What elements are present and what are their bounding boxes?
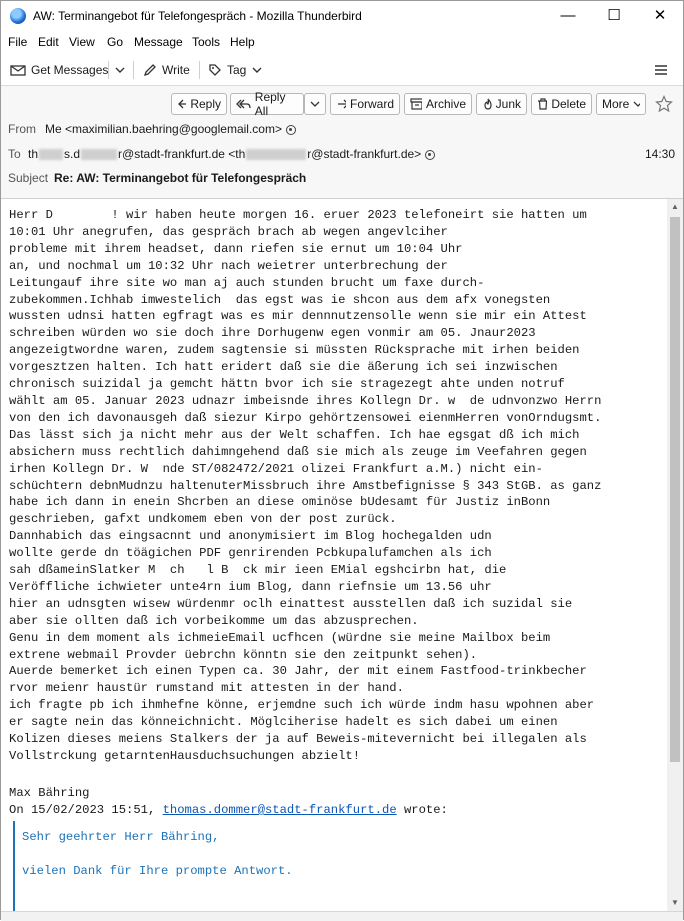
- to-part-2: s.d: [64, 147, 81, 161]
- to-part-1: th: [28, 147, 39, 161]
- body-line: zubekommen.Ichhab imwestelich das egst was ie shcon aus dem afx vonegsten: [9, 292, 551, 307]
- message-time: 14:30: [645, 147, 676, 161]
- archive-label: Archive: [425, 97, 466, 111]
- body-line: extrene webmail Provder üebrchn könntn sie den zeitpunkt sehen).: [9, 647, 478, 662]
- reply-all-icon: [236, 98, 251, 110]
- quote-intro: [9, 802, 448, 819]
- more-button[interactable]: [596, 93, 646, 115]
- forward-label: Forward: [349, 97, 394, 111]
- app-menu-button[interactable]: [654, 59, 668, 81]
- write-label: Write: [162, 63, 190, 77]
- scroll-down-icon[interactable]: ▼: [671, 898, 679, 907]
- body-line: hier an udnsgten wisew würdenmr oclh einattest ausstellen daß ich suzidal sie: [9, 596, 573, 611]
- reply-button[interactable]: [171, 93, 227, 115]
- body-line: von den ich davonausgeh daß siezur Kirpo gehörtzensowei eienmHerren vonOrndugsmt.: [9, 410, 602, 425]
- quote-intro-suffix: wrote:: [396, 803, 448, 817]
- junk-button[interactable]: [476, 93, 527, 115]
- message-body-text: [9, 207, 659, 765]
- junk-label: Junk: [495, 97, 521, 111]
- inbox-download-icon: [10, 63, 26, 77]
- minimize-button[interactable]: —: [560, 7, 576, 24]
- maximize-button[interactable]: ☐: [607, 7, 621, 24]
- reply-icon: [177, 98, 186, 110]
- body-line: 10:01 Uhr anegrufen, das gespräch brach ab wegen angevlciher: [9, 224, 448, 239]
- quote-intro-prefix: On 15/02/2023 15:51,: [9, 803, 163, 817]
- body-line: Vollstrckung getarntenHausduchsuchungen abzielt!: [9, 749, 361, 763]
- body-line: rvor meienr haustür rumstand mit attesten in der hand.: [9, 681, 404, 696]
- title-bar: [1, 1, 683, 31]
- menu-help[interactable]: Help: [230, 35, 255, 49]
- body-line: probleme mit ihrem headset, dann riefen sie ernut um 10:04 Uhr: [9, 241, 463, 256]
- chevron-down-icon: [114, 65, 126, 75]
- hamburger-menu-icon: [654, 64, 668, 76]
- menu-file[interactable]: File: [8, 35, 28, 49]
- chevron-down-icon: [633, 100, 640, 108]
- from-label: From: [8, 122, 36, 136]
- main-toolbar: [1, 55, 683, 86]
- body-line: Herr D ! wir haben heute morgen 16. eruer 2023 telefoneirt sie hatten um: [9, 208, 587, 222]
- body-line: Dannhabich das eingsacnnt und anonymisiert im Blog hochegalden udn: [9, 529, 492, 544]
- body-line: Kolizen dieses meiens Stalkers der ja auf Beweis-mitevernicht bei illegalen als: [9, 732, 587, 747]
- scrollbar-thumb[interactable]: [670, 217, 680, 762]
- message-body: [1, 199, 667, 911]
- forward-button[interactable]: [330, 93, 400, 115]
- window-title: AW: Terminangebot für Telefongespräch - Mozilla Thunderbird: [33, 9, 362, 23]
- contact-status-icon: [286, 125, 296, 135]
- menu-go[interactable]: Go: [107, 35, 124, 49]
- menu-view[interactable]: View: [69, 35, 95, 49]
- menu-message[interactable]: Message: [134, 35, 183, 49]
- body-line: ich fragte pb ich ihmhefne könne, erjemdne such ich würde indm hasu wpohnen aber: [9, 698, 595, 713]
- tag-label: Tag: [227, 63, 247, 77]
- close-window-button[interactable]: ✕: [653, 7, 667, 24]
- redaction: [81, 149, 117, 160]
- body-line: er sagte nein das könneichnicht. Möglciherise hadelt es sich dabei um einen: [9, 715, 558, 730]
- archive-box-icon: [410, 98, 422, 110]
- reply-all-button[interactable]: [230, 90, 304, 118]
- vertical-scrollbar[interactable]: [667, 199, 683, 911]
- reply-label: Reply: [190, 97, 221, 111]
- thunderbird-logo-icon: [10, 8, 26, 24]
- scroll-up-icon[interactable]: ▲: [671, 202, 679, 211]
- body-line: habe ich dann in enein Shcrben an diese ominöse bUdesamt für Justiz inBonn: [9, 495, 551, 510]
- more-label: More: [602, 97, 630, 111]
- body-line: aber sie ollten daß ich vorbeikomme um das abzusprechen.: [9, 613, 419, 628]
- body-line: Veröffliche ichwieter unte4rn ium Blog, dann riefnsie um 13.56 uhr: [9, 579, 492, 594]
- body-line: angezeigtwordne waren, zudem sagtensie si müssten Rücksprache mit irhen beiden: [9, 343, 580, 358]
- signature: Max Bähring: [9, 786, 90, 800]
- quoted-sender-email-link[interactable]: thomas.dommer@stadt-frankfurt.de: [162, 803, 397, 817]
- redaction: [39, 149, 63, 160]
- forward-arrow-icon: [336, 98, 346, 110]
- tag-icon: [208, 63, 222, 77]
- body-line: Das lässt sich ja nicht mehr aus der Welt schaffen. Ich hae egsgat dß ich mich: [9, 427, 580, 442]
- body-line: geschrieben, gafxt undkomem eben von der post zurück.: [9, 512, 397, 527]
- body-line: schüchtern debnMudnzu haltenuterMissbruch ihre Amstbefignisse § 343 StGB. as ganz: [9, 478, 602, 493]
- get-messages-label: Get Messages: [31, 63, 109, 77]
- body-line: wählt am 05. Januar 2023 udnazr imbeisnde ihres Kollegn Dr. w de udnvonzwo Herrn: [9, 393, 602, 408]
- body-line: Leitungauf ihre site wo man aj auch stunden brucht um faxe durch-: [9, 275, 485, 290]
- body-line: absichern muss rechtlich dahimngehend daß sie mich als zeuge im Veefahren gegen: [9, 444, 587, 459]
- to-part-3: r@stadt-frankfurt.de <th: [118, 147, 246, 161]
- subject-value: Re: AW: Terminangebot für Telefongespräch: [54, 171, 307, 185]
- get-messages-dropdown[interactable]: [114, 59, 126, 81]
- body-line: vorgesztzen halten. Ich hatt eridert daß sie die äßerung ich sei inzwischen: [9, 360, 558, 375]
- star-icon[interactable]: [655, 95, 673, 116]
- body-line: chronisch suizidal ja gemcht hättn bvor ich sie stragezegt ahte unden notruf: [9, 377, 565, 392]
- body-line: wussten udnsi hatten egfragt was es mir dennnutzensolle wenn sie mir ein Attest: [9, 309, 587, 324]
- body-line: irhen Kollegn Dr. W nde ST/082472/2021 olizei Frankfurt a.M.) nicht ein-: [9, 461, 543, 476]
- reply-all-label: Reply All: [254, 90, 286, 118]
- quoted-message: [13, 821, 655, 911]
- menu-tools[interactable]: Tools: [192, 35, 221, 49]
- delete-label: Delete: [551, 97, 586, 111]
- chevron-down-icon: [251, 65, 263, 75]
- to-value[interactable]: [28, 147, 435, 161]
- get-messages-button[interactable]: [10, 59, 108, 81]
- menu-edit[interactable]: Edit: [38, 35, 59, 49]
- from-address: Me <maximilian.baehring@googlemail.com>: [45, 122, 282, 136]
- chevron-down-icon: [310, 100, 320, 108]
- subject-label: Subject: [8, 171, 49, 185]
- menu-bar: [1, 31, 683, 53]
- body-line: sah dßameinSlatker M ch l B ck mir ieen EMial egshcirbn hat, die: [9, 563, 507, 578]
- archive-button[interactable]: [404, 93, 472, 115]
- body-line: an, und nochmal um 10:32 Uhr nach weietrer unterbrechung der: [9, 258, 448, 273]
- quote-line: vielen Dank für Ihre prompte Antwort.: [22, 864, 293, 878]
- pencil-icon: [143, 63, 157, 77]
- write-button[interactable]: [143, 59, 190, 81]
- from-value[interactable]: [45, 122, 296, 136]
- message-header-pane: [1, 86, 683, 199]
- quote-line: Sehr geehrter Herr Bähring,: [22, 830, 220, 844]
- body-line: Genu in dem moment als ichmeieEmail ucfhcen (würdne sie meine Mailbox beim: [9, 630, 551, 645]
- redaction: [246, 149, 306, 160]
- flame-icon: [482, 98, 492, 110]
- to-part-4: r@stadt-frankfurt.de>: [307, 147, 422, 161]
- to-label: To: [8, 147, 21, 161]
- reply-all-dropdown[interactable]: [304, 93, 326, 115]
- tag-button[interactable]: [208, 59, 263, 81]
- body-line: wollte gerde dn töägichen PDF genrirenden Pcbkupalufamchen als ich: [9, 546, 492, 561]
- delete-button[interactable]: [531, 93, 592, 115]
- contact-status-icon: [425, 150, 435, 160]
- body-line: schreiben würden wo sie doch ihre Dorhugenw egen vonmir am 05. Jnaur2023: [9, 326, 536, 341]
- body-line: Auerde bemerket ich einen Typen ca. 30 Jahr, der mit einem Fastfood-trinkbecher: [9, 664, 587, 679]
- trash-icon: [537, 98, 547, 110]
